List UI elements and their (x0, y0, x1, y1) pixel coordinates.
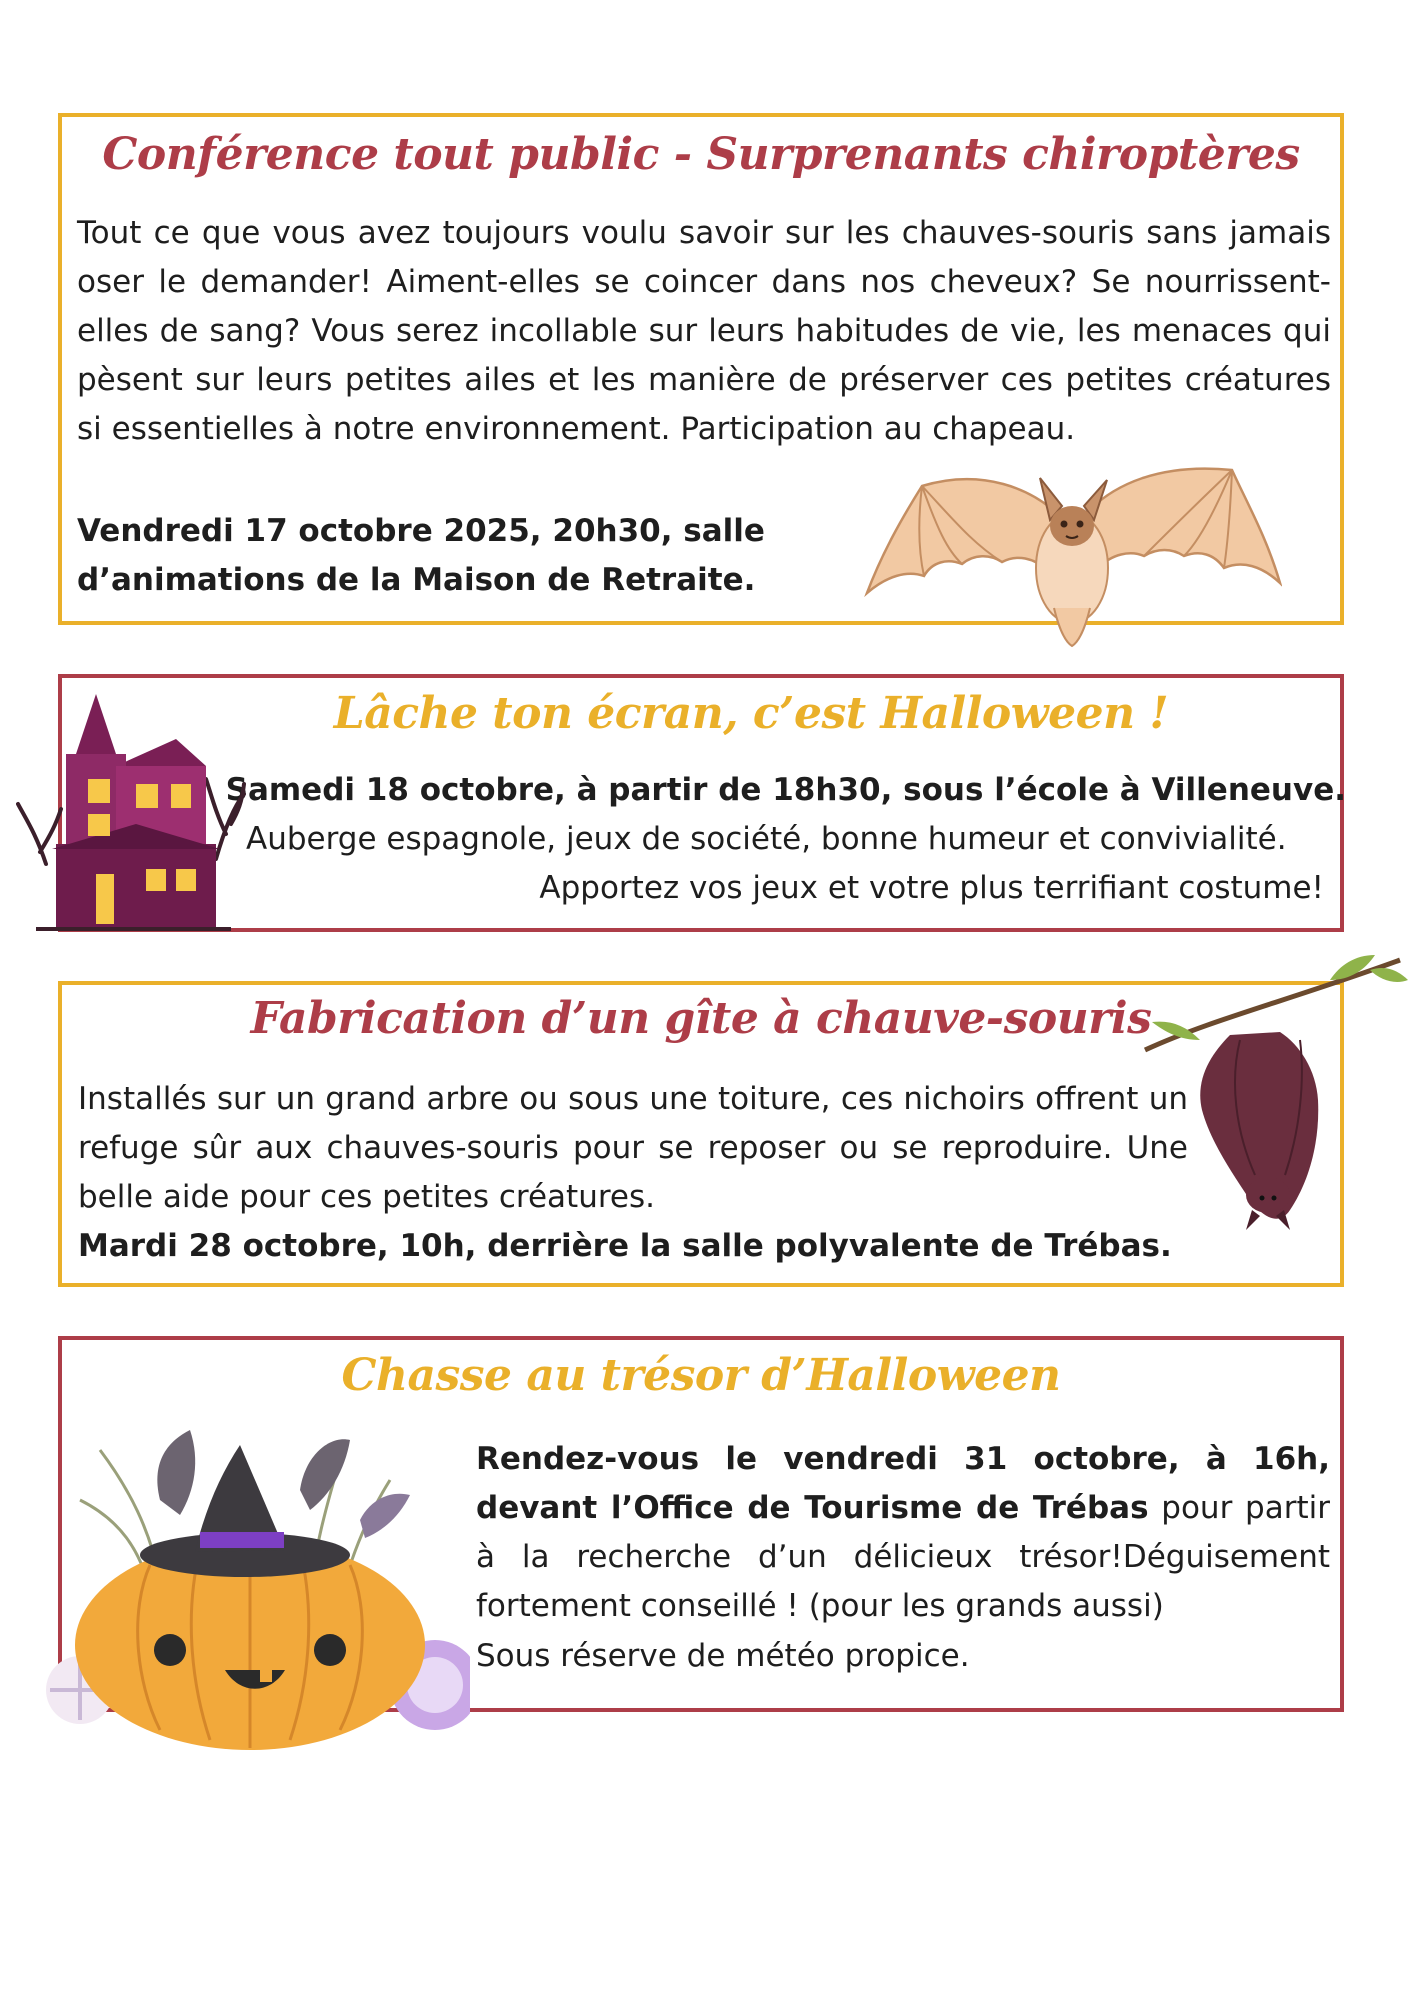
halloween-night-activities: Auberge espagnole, jeux de société, bonne humeur et convivialité. (246, 821, 1287, 857)
halloween-night-card (58, 674, 1344, 932)
halloween-night-title: Lâche ton écran, c’est Halloween ! (333, 688, 1169, 739)
hanging-bat-illustration (1140, 940, 1410, 1240)
bat-house-description: Installés sur un grand arbre ou sous une toiture, ces nichoirs offrent un refuge sûr aux chauves-souris pour se reposer ou se reproduire. Une belle aide pour ces petites créatures. (78, 1081, 1188, 1215)
bat-house-title: Fabrication d’un gîte à chauve-souris (250, 993, 1152, 1044)
conference-details-line1: Vendredi 17 octobre 2025, 20h30, salle (77, 513, 765, 549)
treasure-hunt-weather-note: Sous réserve de météo propice. (476, 1638, 970, 1674)
treasure-hunt-meeting: Rendez-vous le vendredi 31 octobre, à 16h, devant l’Office de Tourisme de Trébas (476, 1441, 1330, 1526)
bat-house-details: Mardi 28 octobre, 10h, derrière la salle polyvalente de Trébas. (78, 1228, 1172, 1264)
conference-title: Conférence tout public - Surprenants chiroptères (102, 129, 1300, 180)
pumpkin-illustration (40, 1420, 470, 1750)
treasure-hunt-description (476, 1435, 1330, 1631)
conference-details-line2: d’animations de la Maison de Retraite. (77, 562, 756, 598)
halloween-night-details: Samedi 18 octobre, à partir de 18h30, sous l’école à Villeneuve. (225, 772, 1346, 808)
treasure-hunt-title: Chasse au trésor d’Halloween (341, 1350, 1061, 1401)
bat-flying-illustration (862, 458, 1282, 648)
halloween-night-costume: Apportez vos jeux et votre plus terrifiant costume! (539, 870, 1324, 906)
treasure-hunt-body: pour partir à la recherche d’un délicieux trésor!Déguisement fortement conseillé ! (pour les grands aussi) (476, 1490, 1330, 1624)
haunted-house-illustration (16, 684, 246, 932)
conference-description: Tout ce que vous avez toujours voulu savoir sur les chauves-souris sans jamais oser le demander! Aiment-elles se coincer dans nos cheveux? Se nourrissent-elles de sang? Vous serez incollable sur leurs habitudes de vie, les menaces qui pèsent sur leurs petites ailes et les manière de préserver ces petites créatures si essentielles à notre environnement. Participation au chapeau. (77, 215, 1331, 447)
